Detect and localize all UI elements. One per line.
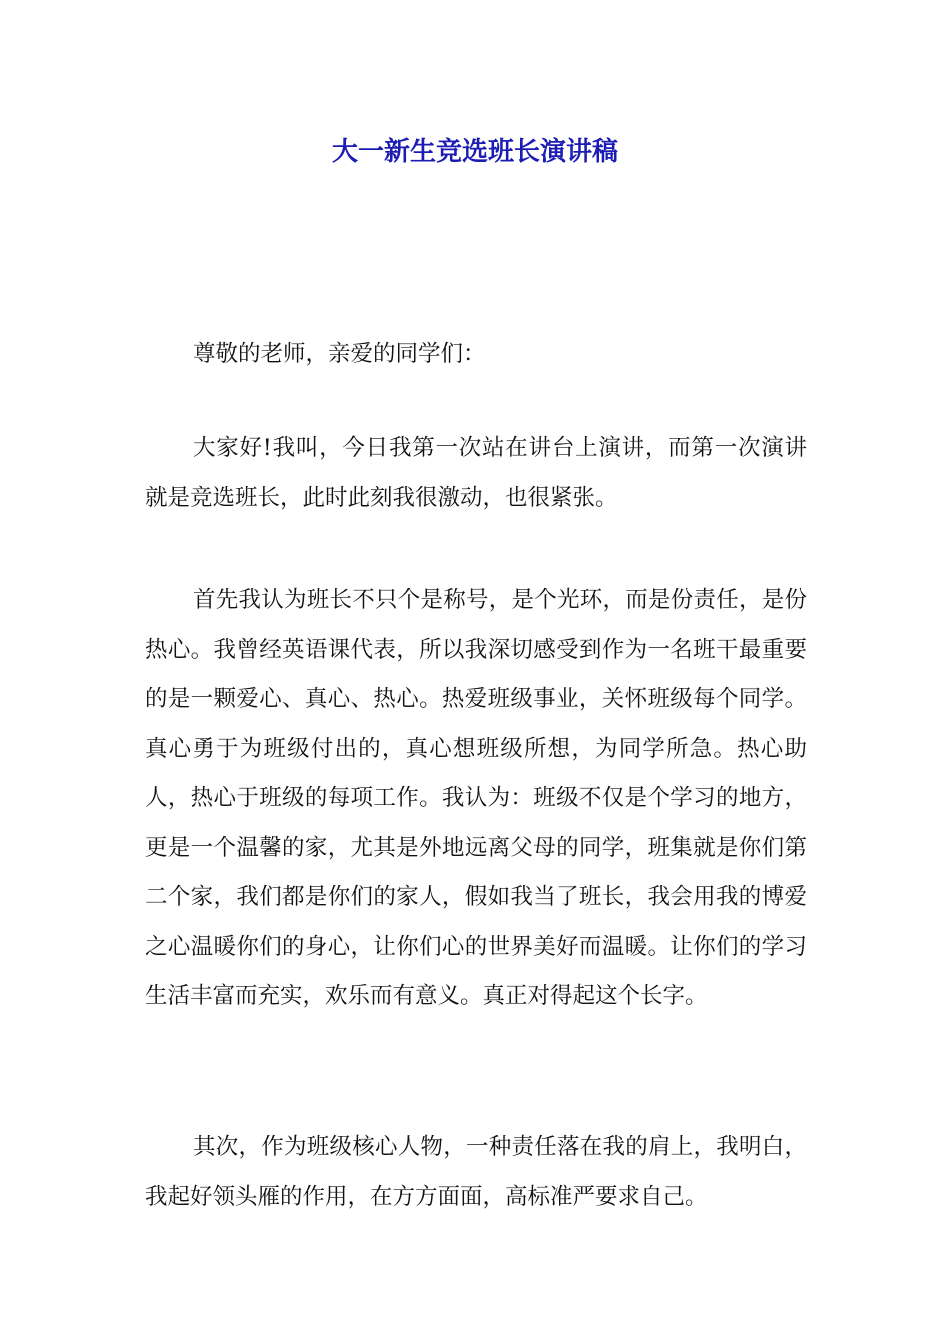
paragraph-core-role: 其次，作为班级核心人物，一种责任落在我的肩上，我明白，我起好领头雁的作用，在方方面面，高标准严要求自己。 [145, 1134, 807, 1210]
document-title: 大一新生竞选班长演讲稿 [331, 137, 618, 167]
paragraph-salutation: 尊敬的老师，亲爱的同学们： [193, 341, 486, 367]
paragraph-responsibility: 首先我认为班长不只个是称号，是个光环，而是份责任，是份热心。我曾经英语课代表，所以我深切感受到作为一名班干最重要的是一颗爱心、真心、热心。热爱班级事业，关怀班级每个同学。真心勇于为班级付出的，真心想班级所想，为同学所急。热心助人，热心于班级的每项工作。我认为：班级不仅是个学习的地方，更是一个温馨的家，尤其是外地远离父母的同学，班集就是你们第二个家，我们都是你们的家人，假如我当了班长，我会用我的博爱之心温暖你们的身心，让你们心的世界美好而温暖。让你们的学习生活丰富而充实，欢乐而有意义。真正对得起这个长字。 [145, 587, 807, 1009]
paragraph-greeting: 大家好!我叫，今日我第一次站在讲台上演讲，而第一次演讲就是竞选班长，此时此刻我很激动，也很紧张。 [145, 435, 807, 511]
